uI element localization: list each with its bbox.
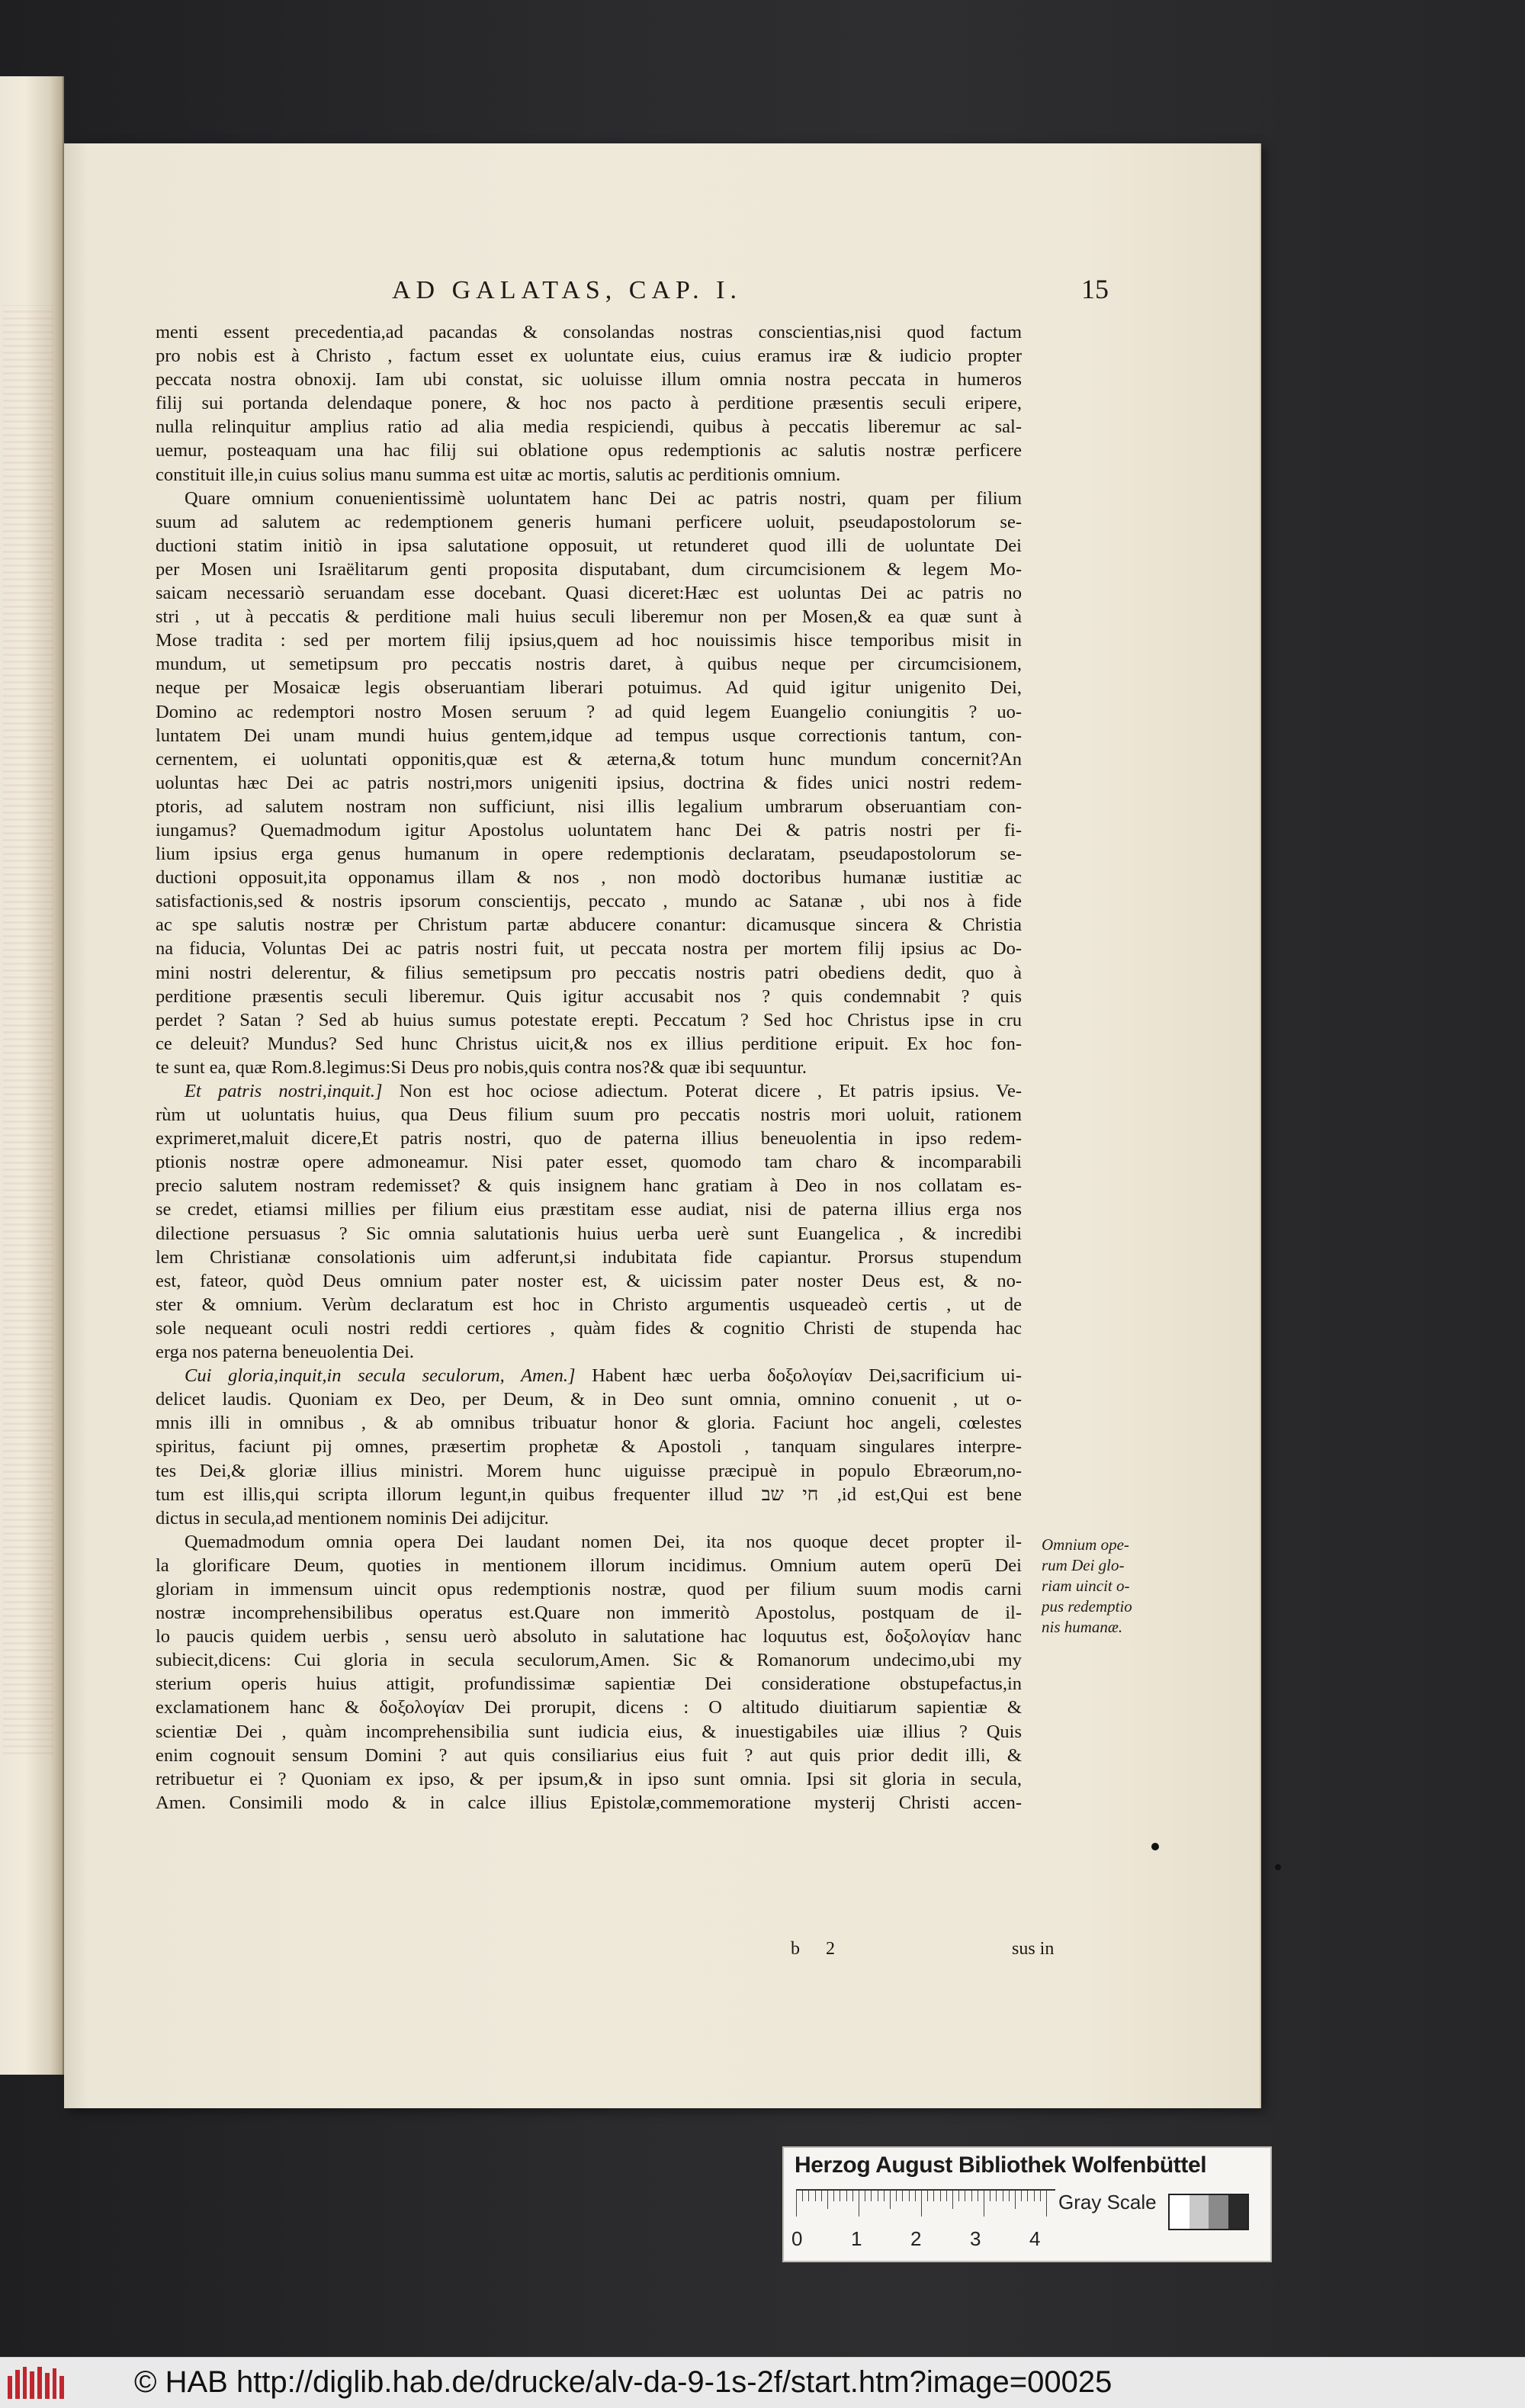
text-line: erga nos paterna beneuolentia Dei. (156, 1342, 415, 1363)
text-line: scientiæ Dei , quàm incomprehensibilia sunt iudicia eius, & inuestigabiles uiæ illius ? Quis (156, 1721, 1022, 1742)
text-line: exclamationem hanc & δοξολογίαν Dei prorupit, dicens : O altitudo diuitiarum sapientiæ & (156, 1697, 1022, 1718)
ruler-tick (796, 2191, 797, 2217)
logo-bar (53, 2368, 57, 2399)
text-line: ce deleuit? Mundus? Sed hunc Christus uicit,& nos ex illius perditione eripuit. Ex hoc fon- (156, 1033, 1022, 1054)
text-line: Mose tradita : sed per mortem filij ipsius,quem ad hoc nouissimis hisce temporibus misit in (156, 630, 1022, 651)
text-line: pro nobis est à Christo , factum esset ex uoluntate eius, cuius eramus iræ & iudicio propter (156, 346, 1022, 367)
ruler-tick (927, 2191, 928, 2201)
text-line: te sunt ea, quæ Rom.8.legimus:Si Deus pro nobis,quis contra nos?& quæ ibi sequuntur. (156, 1056, 807, 1078)
margin-note-line: nis humanæ. (1042, 1618, 1123, 1636)
text-line: uemur, posteaquam una hac filij sui oblatione opus redemptionis ac salutis nostræ perficere (156, 440, 1022, 461)
footer-copyright-link[interactable]: © HAB http://diglib.hab.de/drucke/alv-da-9-1s-2f/start.htm?image=00025 (134, 2365, 1112, 2399)
text-line: Quare omnium conuenientissimè uoluntatem hanc Dei ac patris nostri, quam per filium (185, 487, 1022, 509)
catchword: sus in (1012, 1939, 1055, 1959)
text-line: exprimeret,maluit dicere,Et patris nostri, quo de paterna illius beneuolentia in ipso redem- (156, 1128, 1022, 1149)
ruler-tick (902, 2191, 903, 2201)
page-number: 15 (1081, 274, 1109, 304)
logo-bar (37, 2367, 42, 2399)
ruler-tick (802, 2191, 803, 2201)
ruler-tick (940, 2191, 941, 2201)
text-line: filij sui portanda delendaque ponere, & hoc nos pacto à perditione præsentis seculi eripere, (156, 393, 1022, 414)
ruler-tick (808, 2191, 809, 2201)
text-line: dilectione persuasus ? Sic omnia salutationis huius uerba uerè sunt Euangelica , & incredibi (156, 1223, 1022, 1244)
ruler-tick (1027, 2191, 1028, 2201)
text-line: iungamus? Quemadmodum igitur Apostolus uoluntatem hanc Dei & patris nostri per fi- (156, 819, 1022, 841)
ruler-tick (946, 2191, 947, 2201)
text-line: ster & omnium. Verùm declaratum est hoc in Christo argumentis usqueadeò certis , ut de (156, 1294, 1022, 1315)
scale-number: 4 (1029, 2227, 1041, 2250)
ruler-tick (815, 2191, 816, 2201)
text-line: sterium operis huius attigit, profundissimæ sapientiæ Dei consideratione obstupefactus,in (156, 1673, 1022, 1695)
text-line: Cui gloria,inquit,in secula seculorum, Amen.] Habent hæc uerba δοξολογίαν Dei,sacrificium ui- (185, 1365, 1022, 1387)
ruler-tick (909, 2191, 910, 2201)
ruler-tick (871, 2191, 872, 2201)
text-line: delicet laudis. Quoniam ex Deo, per Deum, & in Deo sunt omnia, omnino conuenit , ut o- (156, 1389, 1022, 1410)
ruler-tick (1034, 2191, 1035, 2201)
text-line: ductioni statim initiò in ipsa salutatione opposuit, ut retunderet quod illi de uoluntate Dei (156, 535, 1022, 556)
gray-patch (1190, 2195, 1209, 2229)
text-line: mnis illi in omnibus , & ab omnibus tribuatur honor & gloria. Faciunt hoc angeli, cœlestes (156, 1413, 1022, 1434)
facing-page-text-shadow (3, 305, 53, 1754)
running-header (392, 273, 1109, 311)
signature-mark: b 2 (791, 1939, 846, 1959)
scale-number: 0 (791, 2227, 803, 2250)
ruler-tick (958, 2191, 959, 2201)
logo-bar (23, 2367, 27, 2399)
text-line: stri , ut à peccatis & perditione mali huius seculi liberemur non per Mosen,& ea quæ sunt à (156, 606, 1022, 628)
color-scale-card (782, 2146, 1272, 2262)
text-line: spiritus, faciunt pij omnes, præsertim prophetæ & Apostoli , tanquam singulares interpre- (156, 1436, 1022, 1458)
gray-patch (1228, 2195, 1248, 2229)
text-line: saicam necessariò seruandam esse docebant. Quasi diceret:Hæc est uoluntas Dei ac patris no (156, 583, 1022, 604)
text-line: constituit ille,in cuius solius manu summa est uitæ ac mortis, salutis ac perditionis omnium. (156, 464, 841, 485)
text-line: nulla relinquitur amplius ratio ad alia media respiciendi, quibus à peccatis liberemur ac sal- (156, 416, 1022, 438)
book-page (64, 143, 1260, 2108)
ruler-tick (921, 2191, 922, 2217)
text-line: Et patris nostri,inquit.] Non est hoc ociose adiectum. Poterat dicere , Et patris ipsius. Ve- (185, 1081, 1022, 1101)
ruler-tick (1021, 2191, 1022, 2201)
text-line: ptionis nostræ opere admoneamur. Nisi pater esset, quomodo tam charo & incomparabili (156, 1152, 1022, 1173)
ruler-tick (896, 2191, 897, 2201)
margin-note-line: rum Dei glo- (1042, 1556, 1125, 1574)
text-line: subiecit,dicens: Cui gloria in secula seculorum,Amen. Sic & Romanorum undecimo,ubi my (156, 1650, 1022, 1671)
text-line: cernentem, ei uoluntati opponitis,quæ est & æterna,& totum hunc mundum concernit?An (156, 748, 1022, 770)
text-line: mini nostri delerentur, & filius semetipsum pro peccatis nostris patri obediens dedit, quo à (156, 962, 1022, 983)
scale-number: 1 (851, 2227, 862, 2250)
text-line: per Mosen uni Israëlitarum genti proposita disputabant, dum circumcisionem & legem Mo- (156, 558, 1022, 580)
text-line: menti essent precedentia,ad pacandas & consolandas nostras conscientias,nisi quod factum (156, 322, 1022, 342)
scale-numbers (788, 2227, 1063, 2250)
text-line: gloriam in immensum uincit opus redemptionis nostræ, quod per filium suum modis carni (156, 1578, 1022, 1599)
text-line: ac spe salutis nostræ per Christum partæ abducere conantur: dicamusque sincera & Christia (156, 915, 1022, 936)
ruler-tick (952, 2191, 953, 2209)
text-line: precio salutem nostram redemisset? & quis insignem hanc gratiam à Deo in nos collatam es- (156, 1175, 1022, 1197)
text-line: lium ipsius erga genus humanum in opere redemptionis declaratam, pseudapostolorum se- (156, 844, 1022, 865)
gray-scale-patches (1168, 2194, 1249, 2230)
text-line: perditione præsentis seculi liberemur. Quis igitur accusabit nos ? quis condemnabit ? quis (156, 985, 1022, 1007)
text-line: ductioni opposuit,ita opponamus illam & nos , non modò doctoribus humanæ iustitiæ ac (156, 867, 1022, 889)
text-line: Quemadmodum omnia opera Dei laudant nomen Dei, ita nos quoque decet propter il- (185, 1531, 1022, 1552)
scale-ruler (796, 2189, 1055, 2221)
logo-bar (45, 2373, 50, 2399)
text-line: na fiducia, Voluntas Dei ac patris nostri fuit, ut peccata nostra per mortem filij ipsius ac Do- (156, 938, 1022, 960)
text-line: luntatem Dei unam mundi huius gentem,idque ad tempus usque correctionis tantum, con- (156, 725, 1022, 746)
logo-bar (59, 2376, 64, 2399)
margin-note-line: Omnium ope- (1042, 1535, 1129, 1554)
text-line: lem Christianæ consolationis uim adferunt,si indubitata fide capiantur. Prorsus stupendum (156, 1246, 1022, 1268)
text-line: enim cognouit sensum Domini ? aut quis consiliarius eius fuit ? aut quis prior dedit illi, & (156, 1744, 1022, 1766)
ruler-tick (1009, 2191, 1010, 2201)
text-line: Amen. Consimili modo & in calce illius Epistolæ,commemoratione mysterij Christi accen- (156, 1792, 1022, 1813)
text-line: dictus in secula,ad mentionem nominis Dei adijcitur. (156, 1507, 549, 1529)
margin-note-line: riam uincit o- (1042, 1577, 1130, 1595)
ruler-tick (821, 2191, 822, 2201)
text-line: lo paucis quidem uerbis , sensu uerò absoluto in salutatione hac loquutus est, δοξολογίαν hanc (156, 1626, 1022, 1648)
text-line: uoluntas hæc Dei ac patris nostri,mors unigeniti ipsius, doctrina & fides unici nostri redem- (156, 772, 1022, 793)
ruler-tick (846, 2191, 847, 2201)
ruler-tick (971, 2191, 972, 2201)
ruler-tick (1040, 2191, 1041, 2201)
ruler-tick (890, 2191, 891, 2209)
library-name: Herzog August Bibliothek Wolfenbüttel (795, 2152, 1207, 2178)
body-text (156, 320, 1022, 1815)
margin-note (1042, 1535, 1171, 1638)
text-line: ptoris, ad salutem nostram non sufficiunt, nisi illis legalium umbrarum obseruantiam con- (156, 796, 1022, 817)
running-head-title: AD GALATAS, CAP. I. (392, 276, 742, 304)
hab-logo-icon (8, 2367, 64, 2399)
ink-dot (1151, 1843, 1159, 1850)
text-line: Domino ac redemptori nostro Mosen seruum ? ad quid legem Euangelio coniungitis ? uo- (156, 701, 1022, 722)
gray-patch (1209, 2195, 1228, 2229)
text-line: neque per Mosaicæ legis obseruantiam liberari potuimus. Ad quid igitur unigenito Dei, (156, 677, 1022, 699)
text-line: nostræ incomprehensibilibus operatus est.Quare non immeritò Apostolus, postquam de il- (156, 1603, 1022, 1624)
text-line: satisfactionis,sed & nostris ipsorum conscientijs, peccato , mundo ac Satanæ , ubi nos à fide (156, 891, 1022, 912)
text-line: retribuetur ei ? Quoniam ex ipso, & per ipsum,& in ipso sunt omnia. Ipsi sit gloria in secula, (156, 1768, 1022, 1789)
text-line: rùm ut uoluntatis huius, qua Deus filium suum pro peccatis nostris mori uoluit, rationem (156, 1104, 1022, 1126)
scale-number: 3 (970, 2227, 981, 2250)
gray-scale-label: Gray Scale (1058, 2191, 1157, 2213)
margin-note-line: pus redemptio (1042, 1597, 1132, 1616)
ruler-tick (827, 2191, 828, 2209)
scale-number: 2 (910, 2227, 922, 2250)
ruler-tick (1015, 2191, 1016, 2209)
text-line: suum ad salutem ac redemptionem generis humani perficere uoluit, pseudapostolorum se- (156, 511, 1022, 532)
stray-ink-dot (1275, 1864, 1281, 1870)
logo-bar (8, 2376, 12, 2399)
text-line: se credet, etiamsi millies per filium eius præstitam esse audiat, nisi de paterna illius erga nos (156, 1199, 1022, 1220)
logo-bar (30, 2371, 34, 2399)
ruler-tick (833, 2191, 834, 2201)
text-line: peccata nostra obnoxij. Iam ubi constat, sic uoluisse illum omnia nostra peccata in humeros (156, 369, 1022, 391)
text-line: sole nequeant oculi nostri reddi certiores , quàm fides & cognitio Christi de stupenda hac (156, 1317, 1022, 1339)
text-line: tes Dei,& gloriæ illius ministri. Morem hunc uiguisse præcipuè in populo Ebræorum,no- (156, 1460, 1022, 1481)
text-line: tum est illis,qui scripta illorum legunt,in quibus frequenter illud חי שב ,id est,Qui est bene (156, 1484, 1022, 1505)
text-line: mundum, ut semetipsum pro peccatis nostris daret, à quibus neque per circumcisionem, (156, 654, 1022, 675)
ruler-tick (915, 2191, 916, 2201)
facing-page-edge (0, 76, 64, 2075)
gray-patch (1170, 2195, 1190, 2229)
ruler-tick (996, 2191, 997, 2201)
text-line: perdet ? Satan ? Sed ab huius sumus potestate erepti. Peccatum ? Sed hoc Christus ipse in cru (156, 1009, 1022, 1030)
logo-bar (15, 2370, 20, 2399)
text-line: est, fateor, quòd Deus omnium pater noster est, & uicissim pater noster Deus est, & no- (156, 1270, 1022, 1291)
footer-bar (0, 2357, 1525, 2408)
ruler-tick (852, 2191, 853, 2201)
ruler-tick (933, 2191, 934, 2201)
text-line: la glorificare Deum, quoties in mentionem illorum incidimus. Omnium autem operū Dei (156, 1554, 1022, 1576)
ruler-tick (1046, 2191, 1047, 2217)
